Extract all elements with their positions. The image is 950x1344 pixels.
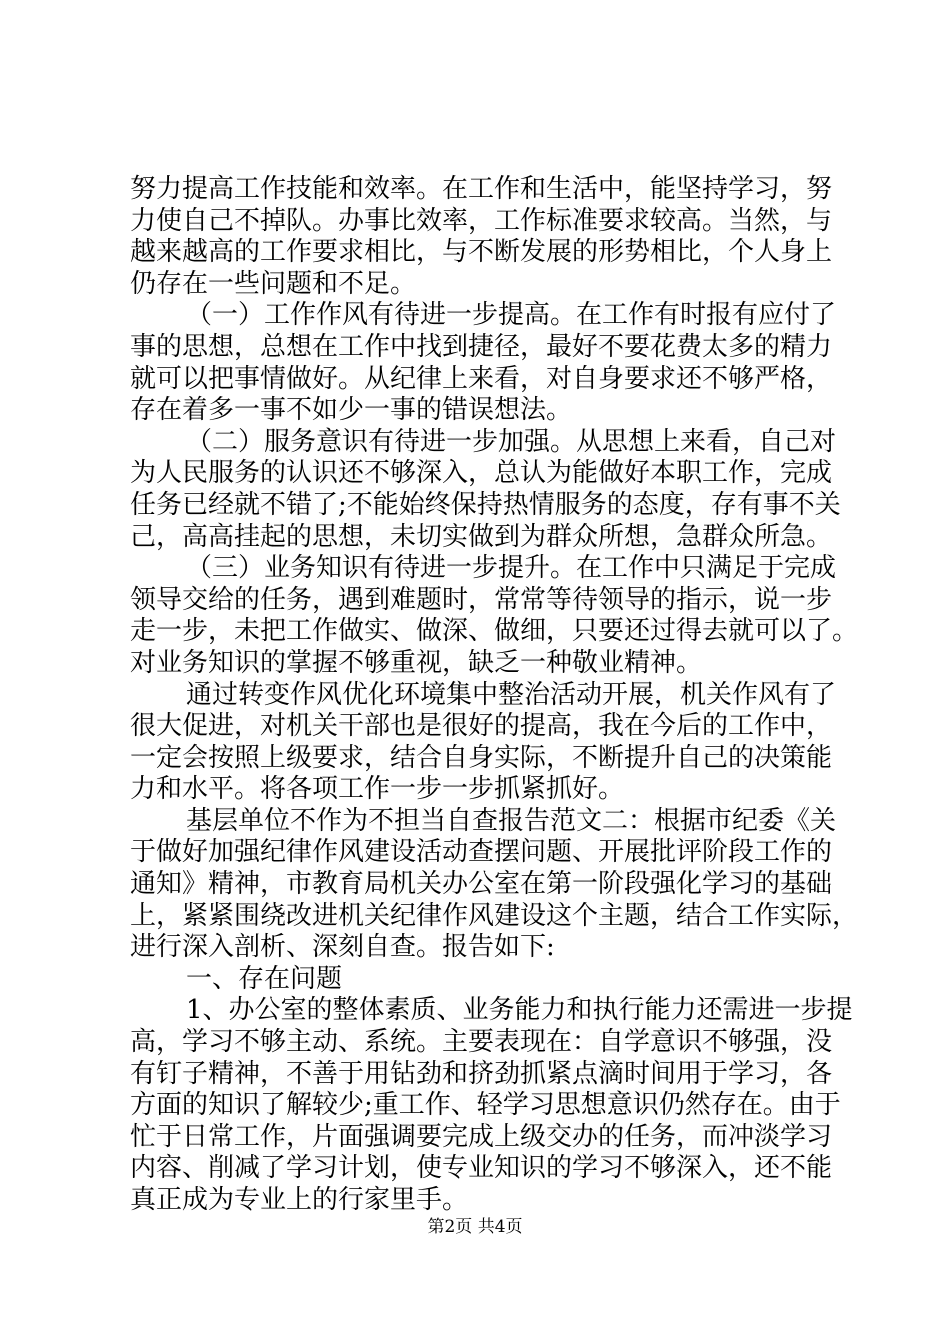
text-line: 通知》精神，市教育局机关办公室在第一阶段强化学习的基础	[130, 869, 833, 900]
text-line: 一定会按照上级要求，结合自身实际，不断提升自己的决策能	[130, 742, 833, 773]
text-line: 1、办公室的整体素质、业务能力和执行能力还需进一步提	[186, 995, 853, 1026]
text-line: （一）工作作风有待进一步提高。在工作有时报有应付了	[186, 300, 837, 331]
text-line: 仍存在一些问题和不足。	[130, 268, 417, 299]
text-line: 上，紧紧围绕改进机关纪律作风建设这个主题，结合工作实际，	[130, 900, 859, 931]
text-line: 内容、削减了学习计划，使专业知识的学习不够深入，还不能	[130, 1153, 833, 1184]
text-line: 己，高高挂起的思想，未切实做到为群众所想，急群众所急。	[130, 521, 833, 552]
text-line: （三）业务知识有待进一步提升。在工作中只满足于完成	[186, 553, 837, 584]
text-line: 基层单位不作为不担当自查报告范文二：根据市纪委《关	[186, 805, 837, 836]
text-line: 存在着多一事不如少一事的错误想法。	[130, 395, 573, 426]
page-footer	[0, 1216, 950, 1238]
text-line: 对业务知识的掌握不够重视，缺乏一种敬业精神。	[130, 647, 703, 678]
text-line: 方面的知识了解较少;重工作、轻学习思想意识仍然存在。由于	[130, 1090, 841, 1121]
text-line: 有钉子精神，不善于用钻劲和挤劲抓紧点滴时间用于学习，各	[130, 1058, 833, 1089]
text-line: 一、存在问题	[186, 963, 343, 994]
text-line: 走一步，未把工作做实、做深、做细，只要还过得去就可以了。	[130, 616, 859, 647]
text-line: 很大促进，对机关干部也是很好的提高，我在今后的工作中，	[130, 711, 833, 742]
page-number-label: 第2页 共4页	[427, 1217, 523, 1237]
text-line: 领导交给的任务，遇到难题时，常常等待领导的指示，说一步	[130, 584, 833, 615]
text-line: 力使自己不掉队。办事比效率，工作标准要求较高。当然，与	[130, 205, 833, 236]
text-line: 高，学习不够主动、系统。主要表现在：自学意识不够强，没	[130, 1027, 833, 1058]
text-line: 于做好加强纪律作风建设活动查摆问题、开展批评阶段工作的	[130, 837, 833, 868]
text-line: 越来越高的工作要求相比，与不断发展的形势相比，个人身上	[130, 237, 833, 268]
text-line: 忙于日常工作，片面强调要完成上级交办的任务，而冲淡学习	[130, 1121, 833, 1152]
body-text	[130, 174, 859, 1217]
text-line: 力和水平。将各项工作一步一步抓紧抓好。	[130, 774, 625, 805]
text-line: 为人民服务的认识还不够深入，总认为能做好本职工作，完成	[130, 458, 833, 489]
text-line: 就可以把事情做好。从纪律上来看，对自身要求还不够严格，	[130, 363, 833, 394]
text-line: 事的思想，总想在工作中找到捷径，最好不要花费太多的精力	[130, 331, 833, 362]
text-line: （二）服务意识有待进一步加强。从思想上来看，自己对	[186, 426, 837, 457]
text-line: 努力提高工作技能和效率。在工作和生活中，能坚持学习，努	[130, 174, 833, 204]
text-line: 任务已经就不错了;不能始终保持热情服务的态度，存有事不关	[130, 489, 841, 520]
text-line: 进行深入剖析、深刻自查。报告如下:	[130, 932, 555, 963]
text-line: 真正成为专业上的行家里手。	[130, 1185, 469, 1215]
text-line: 通过转变作风优化环境集中整治活动开展，机关作风有了	[186, 679, 837, 710]
